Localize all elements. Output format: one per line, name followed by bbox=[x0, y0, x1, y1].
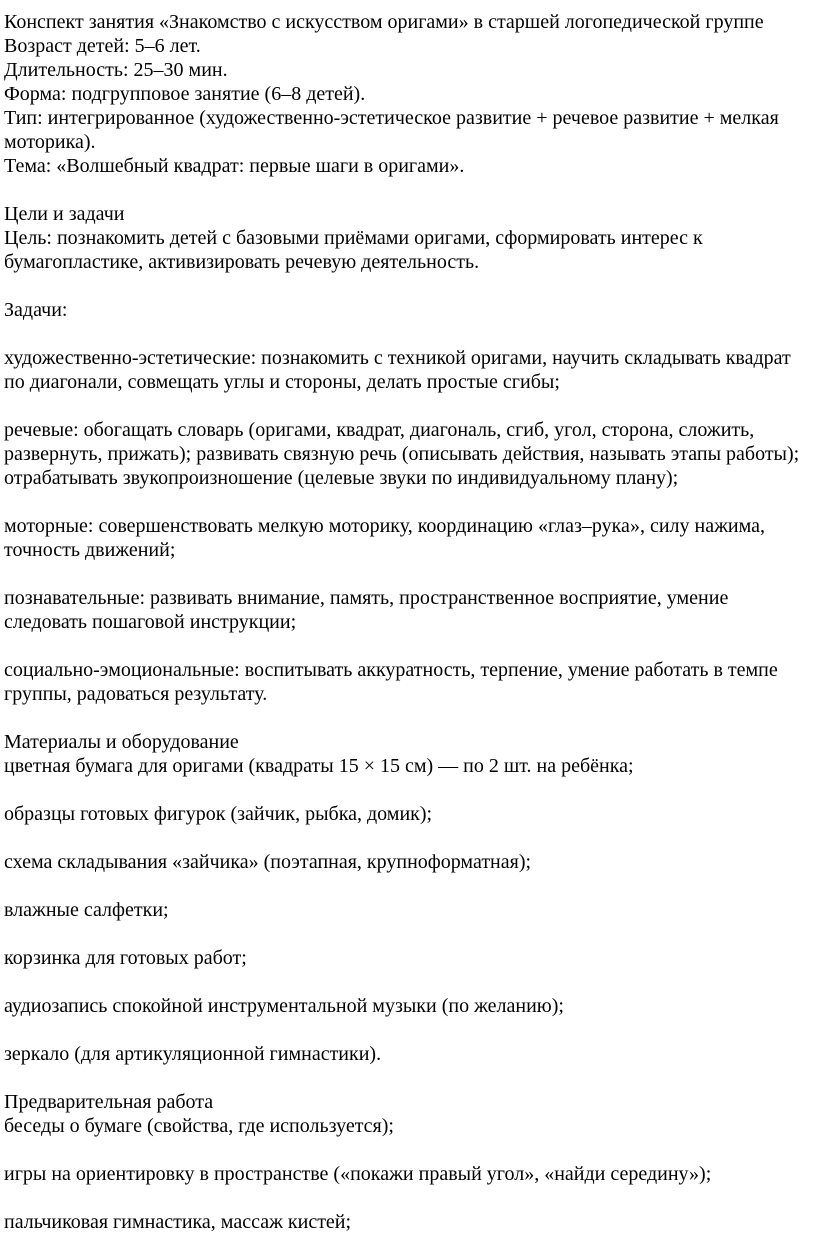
goals-heading: Цели и задачи bbox=[4, 203, 125, 225]
tasks-heading: Задачи: bbox=[4, 299, 68, 321]
type-info: Тип: интегрированное (художественно‑эстетическое развитие + речевое развитие + мелкая моторика). bbox=[4, 107, 779, 153]
preparation-item: беседы о бумаге (свойства, где используется); bbox=[4, 1115, 394, 1137]
materials-heading: Материалы и оборудование bbox=[4, 731, 239, 753]
material-item: корзинка для готовых работ; bbox=[4, 947, 247, 969]
theme-info: Тема: «Волшебный квадрат: первые шаги в оригами». bbox=[4, 155, 465, 177]
task-item: моторные: совершенствовать мелкую моторику, координацию «глаз–рука», силу нажима, точность движений; bbox=[4, 515, 765, 561]
task-item: социально‑эмоциональные: воспитывать аккуратность, терпение, умение работать в темпе группы, радоваться результату. bbox=[4, 659, 778, 705]
task-item: познавательные: развивать внимание, память, пространственное восприятие, умение следовать пошаговой инструкции; bbox=[4, 587, 729, 633]
preparation-item: игры на ориентировку в пространстве («покажи правый угол», «найди середину»); bbox=[4, 1163, 712, 1185]
form-info: Форма: подгрупповое занятие (6–8 детей). bbox=[4, 83, 366, 105]
task-item: художественно‑эстетические: познакомить с техникой оригами, научить складывать квадрат по диагонали, совмещать углы и стороны, делать простые сгибы; bbox=[4, 347, 791, 393]
material-item: цветная бумага для оригами (квадраты 15 × 15 см) — по 2 шт. на ребёнка; bbox=[4, 755, 634, 777]
goal-text: Цель: познакомить детей с базовыми приёмами оригами, сформировать интерес к бумагопластике, активизировать речевую деятельность. bbox=[4, 227, 703, 273]
material-item: схема складывания «зайчика» (поэтапная, крупноформатная); bbox=[4, 851, 532, 873]
preparation-item: пальчиковая гимнастика, массаж кистей; bbox=[4, 1211, 352, 1233]
material-item: аудиозапись спокойной инструментальной музыки (по желанию); bbox=[4, 995, 564, 1017]
age-info: Возраст детей: 5–6 лет. bbox=[4, 35, 201, 57]
material-item: влажные салфетки; bbox=[4, 899, 169, 921]
document-title: Конспект занятия «Знакомство с искусством оригами» в старшей логопедической группе bbox=[4, 11, 764, 33]
material-item: зеркало (для артикуляционной гимнастики). bbox=[4, 1043, 382, 1065]
preparation-heading: Предварительная работа bbox=[4, 1091, 214, 1113]
material-item: образцы готовых фигурок (зайчик, рыбка, домик); bbox=[4, 803, 433, 825]
task-item: речевые: обогащать словарь (оригами, квадрат, диагональ, сгиб, угол, сторона, сложить, развернуть, прижать); развивать связную речь (описывать действия, называть этапы работы); отрабатывать звукопроизношение (целевые звуки по индивидуальному плану); bbox=[4, 419, 800, 489]
duration-info: Длительность: 25–30 мин. bbox=[4, 59, 228, 81]
